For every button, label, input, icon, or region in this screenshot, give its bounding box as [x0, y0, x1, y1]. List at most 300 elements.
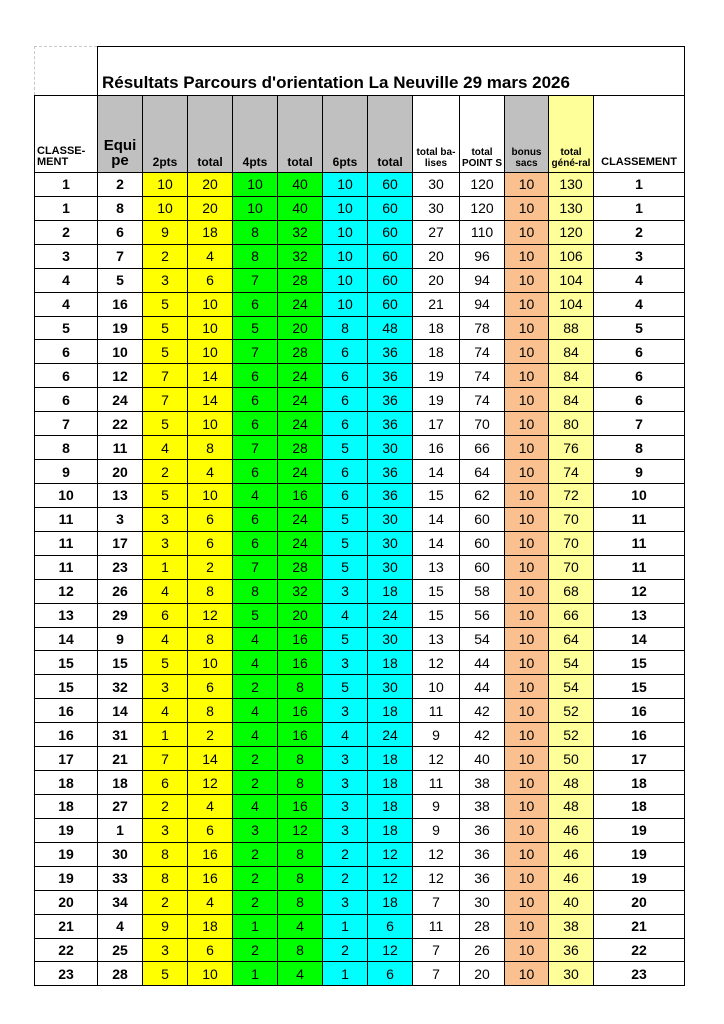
cell-pts4: 7	[233, 340, 278, 364]
cell-bonus-sacs: 10	[505, 316, 549, 340]
cell-pts4: 6	[233, 292, 278, 316]
cell-pts2: 3	[143, 675, 188, 699]
table-row	[35, 340, 685, 364]
cell-total-balises: 17	[413, 412, 460, 436]
cell-pts6: 3	[323, 818, 368, 842]
cell-total-4pts: 24	[278, 292, 323, 316]
cell-total-general: 106	[549, 244, 594, 268]
cell-classement-right: 3	[594, 244, 685, 268]
cell-total-2pts: 10	[188, 412, 233, 436]
cell-equipe: 22	[98, 412, 143, 436]
cell-total-4pts: 8	[278, 842, 323, 866]
cell-bonus-sacs: 10	[505, 794, 549, 818]
cell-classement-right: 6	[594, 340, 685, 364]
cell-total-general: 68	[549, 579, 594, 603]
cell-pts2: 4	[143, 627, 188, 651]
cell-total-general: 30	[549, 962, 594, 986]
cell-equipe: 4	[98, 914, 143, 938]
cell-classement: 22	[35, 938, 98, 962]
cell-bonus-sacs: 10	[505, 364, 549, 388]
cell-total-general: 76	[549, 436, 594, 460]
cell-classement-right: 23	[594, 962, 685, 986]
cell-pts6: 3	[323, 771, 368, 795]
cell-pts2: 6	[143, 771, 188, 795]
cell-total-4pts: 16	[278, 651, 323, 675]
cell-bonus-sacs: 10	[505, 603, 549, 627]
cell-pts2: 9	[143, 914, 188, 938]
cell-pts4: 8	[233, 579, 278, 603]
cell-pts6: 3	[323, 699, 368, 723]
cell-classement-right: 20	[594, 890, 685, 914]
cell-equipe: 12	[98, 364, 143, 388]
cell-total-4pts: 8	[278, 771, 323, 795]
cell-total-4pts: 32	[278, 244, 323, 268]
cell-equipe: 8	[98, 196, 143, 220]
cell-classement: 1	[35, 173, 98, 197]
cell-total-4pts: 16	[278, 699, 323, 723]
table-row	[35, 292, 685, 316]
cell-pts4: 1	[233, 962, 278, 986]
table-row	[35, 244, 685, 268]
cell-classement-right: 6	[594, 364, 685, 388]
cell-total-points: 42	[460, 723, 505, 747]
cell-classement-right: 15	[594, 651, 685, 675]
cell-total-4pts: 24	[278, 412, 323, 436]
cell-pts2: 1	[143, 723, 188, 747]
cell-total-6pts: 36	[368, 412, 413, 436]
cell-total-general: 66	[549, 603, 594, 627]
title-row	[35, 47, 685, 96]
cell-bonus-sacs: 10	[505, 196, 549, 220]
cell-total-balises: 9	[413, 794, 460, 818]
cell-total-4pts: 16	[278, 627, 323, 651]
cell-total-2pts: 20	[188, 196, 233, 220]
cell-classement-right: 11	[594, 531, 685, 555]
cell-pts2: 10	[143, 196, 188, 220]
table-row	[35, 436, 685, 460]
table-row	[35, 460, 685, 484]
cell-classement: 5	[35, 316, 98, 340]
cell-bonus-sacs: 10	[505, 890, 549, 914]
cell-bonus-sacs: 10	[505, 699, 549, 723]
cell-classement-right: 19	[594, 818, 685, 842]
cell-total-4pts: 20	[278, 603, 323, 627]
cell-total-balises: 14	[413, 460, 460, 484]
cell-classement-right: 18	[594, 771, 685, 795]
cell-pts4: 4	[233, 723, 278, 747]
cell-equipe: 19	[98, 316, 143, 340]
cell-equipe: 31	[98, 723, 143, 747]
cell-classement: 20	[35, 890, 98, 914]
header-classement-right: CLASSEMENT	[594, 96, 685, 173]
cell-pts4: 3	[233, 818, 278, 842]
cell-classement: 2	[35, 220, 98, 244]
cell-classement-right: 11	[594, 507, 685, 531]
cell-pts4: 8	[233, 244, 278, 268]
cell-pts4: 5	[233, 316, 278, 340]
cell-total-balises: 12	[413, 651, 460, 675]
cell-total-balises: 30	[413, 196, 460, 220]
cell-total-2pts: 2	[188, 555, 233, 579]
cell-pts2: 4	[143, 436, 188, 460]
cell-total-2pts: 16	[188, 842, 233, 866]
cell-classement: 1	[35, 196, 98, 220]
table-row	[35, 507, 685, 531]
cell-equipe: 18	[98, 771, 143, 795]
cell-total-general: 40	[549, 890, 594, 914]
cell-total-balises: 7	[413, 938, 460, 962]
cell-classement: 13	[35, 603, 98, 627]
cell-total-2pts: 4	[188, 460, 233, 484]
cell-total-points: 110	[460, 220, 505, 244]
cell-total-4pts: 8	[278, 890, 323, 914]
cell-bonus-sacs: 10	[505, 723, 549, 747]
cell-classement-right: 9	[594, 460, 685, 484]
table-row	[35, 890, 685, 914]
cell-total-points: 42	[460, 699, 505, 723]
cell-total-general: 84	[549, 340, 594, 364]
cell-classement: 23	[35, 962, 98, 986]
cell-classement-right: 17	[594, 747, 685, 771]
cell-total-general: 52	[549, 723, 594, 747]
cell-equipe: 29	[98, 603, 143, 627]
header-total-4pts: total	[278, 96, 323, 173]
cell-total-4pts: 28	[278, 555, 323, 579]
cell-total-6pts: 60	[368, 292, 413, 316]
cell-total-6pts: 30	[368, 627, 413, 651]
cell-pts2: 3	[143, 818, 188, 842]
cell-equipe: 1	[98, 818, 143, 842]
table-row	[35, 747, 685, 771]
cell-total-6pts: 6	[368, 914, 413, 938]
cell-total-general: 64	[549, 627, 594, 651]
cell-total-4pts: 32	[278, 220, 323, 244]
cell-equipe: 30	[98, 842, 143, 866]
cell-classement: 19	[35, 818, 98, 842]
cell-total-6pts: 18	[368, 771, 413, 795]
cell-total-4pts: 4	[278, 914, 323, 938]
cell-equipe: 27	[98, 794, 143, 818]
cell-total-balises: 13	[413, 627, 460, 651]
cell-classement: 10	[35, 483, 98, 507]
cell-total-points: 66	[460, 436, 505, 460]
table-row	[35, 196, 685, 220]
cell-pts4: 6	[233, 364, 278, 388]
cell-pts2: 4	[143, 699, 188, 723]
cell-total-6pts: 18	[368, 890, 413, 914]
cell-classement: 7	[35, 412, 98, 436]
table-row	[35, 531, 685, 555]
header-row	[35, 96, 685, 173]
cell-total-general: 104	[549, 268, 594, 292]
cell-total-6pts: 12	[368, 866, 413, 890]
cell-pts6: 3	[323, 794, 368, 818]
cell-classement-right: 19	[594, 842, 685, 866]
cell-total-general: 70	[549, 555, 594, 579]
cell-equipe: 3	[98, 507, 143, 531]
table-row	[35, 794, 685, 818]
cell-classement-right: 4	[594, 268, 685, 292]
cell-total-balises: 10	[413, 675, 460, 699]
cell-classement-right: 21	[594, 914, 685, 938]
cell-pts4: 4	[233, 483, 278, 507]
cell-total-general: 46	[549, 818, 594, 842]
cell-total-6pts: 60	[368, 244, 413, 268]
cell-pts2: 7	[143, 388, 188, 412]
cell-total-2pts: 4	[188, 890, 233, 914]
cell-total-4pts: 8	[278, 938, 323, 962]
cell-pts2: 2	[143, 460, 188, 484]
cell-pts4: 2	[233, 938, 278, 962]
cell-pts6: 3	[323, 747, 368, 771]
cell-bonus-sacs: 10	[505, 483, 549, 507]
cell-pts6: 4	[323, 723, 368, 747]
cell-total-points: 74	[460, 388, 505, 412]
cell-pts6: 10	[323, 196, 368, 220]
cell-total-balises: 27	[413, 220, 460, 244]
cell-total-general: 80	[549, 412, 594, 436]
header-2pts: 2pts	[143, 96, 188, 173]
cell-total-general: 70	[549, 531, 594, 555]
header-6pts: 6pts	[323, 96, 368, 173]
cell-total-2pts: 14	[188, 364, 233, 388]
cell-total-4pts: 8	[278, 747, 323, 771]
cell-equipe: 10	[98, 340, 143, 364]
cell-equipe: 2	[98, 173, 143, 197]
cell-total-balises: 18	[413, 316, 460, 340]
cell-bonus-sacs: 10	[505, 531, 549, 555]
cell-pts4: 4	[233, 794, 278, 818]
cell-classement-right: 8	[594, 436, 685, 460]
cell-total-points: 36	[460, 866, 505, 890]
cell-pts4: 2	[233, 771, 278, 795]
cell-total-4pts: 16	[278, 723, 323, 747]
cell-pts6: 10	[323, 268, 368, 292]
cell-pts2: 7	[143, 747, 188, 771]
header-classement: CLASSE-MENT	[35, 96, 98, 173]
cell-equipe: 16	[98, 292, 143, 316]
cell-total-points: 62	[460, 483, 505, 507]
cell-equipe: 15	[98, 651, 143, 675]
table-row	[35, 316, 685, 340]
cell-total-general: 50	[549, 747, 594, 771]
cell-total-4pts: 28	[278, 340, 323, 364]
cell-classement-right: 1	[594, 196, 685, 220]
cell-total-balises: 21	[413, 292, 460, 316]
cell-total-4pts: 24	[278, 388, 323, 412]
cell-total-points: 26	[460, 938, 505, 962]
cell-bonus-sacs: 10	[505, 938, 549, 962]
cell-total-balises: 12	[413, 866, 460, 890]
cell-total-general: 120	[549, 220, 594, 244]
cell-pts4: 6	[233, 412, 278, 436]
cell-total-6pts: 30	[368, 436, 413, 460]
table-row	[35, 603, 685, 627]
cell-total-6pts: 36	[368, 483, 413, 507]
cell-pts2: 4	[143, 579, 188, 603]
table-row	[35, 675, 685, 699]
cell-total-points: 74	[460, 340, 505, 364]
cell-total-balises: 11	[413, 914, 460, 938]
cell-pts6: 6	[323, 483, 368, 507]
sheet-title: Résultats Parcours d'orientation La Neuville 29 mars 2026	[98, 47, 685, 96]
cell-bonus-sacs: 10	[505, 388, 549, 412]
cell-total-6pts: 24	[368, 723, 413, 747]
cell-pts2: 5	[143, 651, 188, 675]
cell-classement-right: 15	[594, 675, 685, 699]
cell-bonus-sacs: 10	[505, 244, 549, 268]
cell-bonus-sacs: 10	[505, 651, 549, 675]
cell-total-2pts: 12	[188, 771, 233, 795]
cell-pts6: 6	[323, 460, 368, 484]
cell-classement: 3	[35, 244, 98, 268]
cell-pts6: 2	[323, 842, 368, 866]
table-row	[35, 938, 685, 962]
cell-pts6: 10	[323, 292, 368, 316]
cell-total-general: 130	[549, 196, 594, 220]
cell-total-points: 40	[460, 747, 505, 771]
cell-total-balises: 13	[413, 555, 460, 579]
cell-equipe: 17	[98, 531, 143, 555]
cell-pts6: 1	[323, 914, 368, 938]
cell-classement: 6	[35, 364, 98, 388]
cell-pts6: 6	[323, 388, 368, 412]
cell-pts6: 5	[323, 436, 368, 460]
cell-classement: 18	[35, 771, 98, 795]
cell-pts6: 10	[323, 244, 368, 268]
cell-total-4pts: 40	[278, 196, 323, 220]
cell-total-6pts: 60	[368, 220, 413, 244]
cell-total-balises: 11	[413, 699, 460, 723]
cell-pts2: 2	[143, 890, 188, 914]
cell-total-points: 56	[460, 603, 505, 627]
cell-total-6pts: 30	[368, 507, 413, 531]
cell-bonus-sacs: 10	[505, 436, 549, 460]
cell-total-general: 46	[549, 866, 594, 890]
cell-equipe: 21	[98, 747, 143, 771]
cell-classement: 15	[35, 651, 98, 675]
cell-total-points: 120	[460, 173, 505, 197]
cell-total-points: 44	[460, 675, 505, 699]
cell-total-2pts: 6	[188, 531, 233, 555]
cell-pts6: 2	[323, 938, 368, 962]
cell-total-4pts: 40	[278, 173, 323, 197]
cell-total-points: 120	[460, 196, 505, 220]
cell-total-6pts: 18	[368, 794, 413, 818]
cell-total-points: 94	[460, 292, 505, 316]
cell-total-4pts: 32	[278, 579, 323, 603]
cell-pts4: 4	[233, 627, 278, 651]
table-row	[35, 483, 685, 507]
cell-total-balises: 15	[413, 603, 460, 627]
cell-pts2: 7	[143, 364, 188, 388]
cell-equipe: 14	[98, 699, 143, 723]
cell-total-2pts: 10	[188, 651, 233, 675]
empty-corner-cell	[35, 47, 98, 96]
cell-total-balises: 11	[413, 771, 460, 795]
cell-total-points: 28	[460, 914, 505, 938]
cell-total-2pts: 10	[188, 483, 233, 507]
cell-total-6pts: 36	[368, 340, 413, 364]
cell-total-balises: 18	[413, 340, 460, 364]
cell-classement-right: 13	[594, 603, 685, 627]
cell-classement-right: 7	[594, 412, 685, 436]
table-row	[35, 412, 685, 436]
cell-total-2pts: 10	[188, 292, 233, 316]
cell-total-4pts: 4	[278, 962, 323, 986]
cell-classement: 15	[35, 675, 98, 699]
cell-total-general: 48	[549, 771, 594, 795]
cell-pts2: 5	[143, 340, 188, 364]
cell-total-4pts: 28	[278, 436, 323, 460]
cell-equipe: 23	[98, 555, 143, 579]
table-row	[35, 651, 685, 675]
cell-pts6: 6	[323, 412, 368, 436]
cell-pts4: 6	[233, 388, 278, 412]
cell-pts6: 8	[323, 316, 368, 340]
cell-total-4pts: 28	[278, 268, 323, 292]
cell-pts4: 2	[233, 890, 278, 914]
header-total-general: total géné-ral	[549, 96, 594, 173]
cell-equipe: 33	[98, 866, 143, 890]
cell-total-2pts: 4	[188, 794, 233, 818]
cell-pts4: 4	[233, 651, 278, 675]
cell-total-points: 60	[460, 507, 505, 531]
cell-pts2: 2	[143, 794, 188, 818]
table-row	[35, 220, 685, 244]
cell-pts6: 2	[323, 866, 368, 890]
cell-classement: 19	[35, 842, 98, 866]
cell-classement: 6	[35, 340, 98, 364]
cell-total-balises: 9	[413, 723, 460, 747]
cell-total-points: 38	[460, 771, 505, 795]
cell-total-2pts: 6	[188, 507, 233, 531]
cell-total-general: 52	[549, 699, 594, 723]
cell-total-2pts: 2	[188, 723, 233, 747]
cell-pts2: 5	[143, 292, 188, 316]
cell-bonus-sacs: 10	[505, 818, 549, 842]
cell-bonus-sacs: 10	[505, 507, 549, 531]
cell-total-balises: 15	[413, 483, 460, 507]
cell-classement-right: 14	[594, 627, 685, 651]
results-body	[35, 173, 685, 986]
cell-total-general: 88	[549, 316, 594, 340]
cell-classement: 4	[35, 268, 98, 292]
cell-total-2pts: 8	[188, 436, 233, 460]
cell-total-points: 36	[460, 842, 505, 866]
cell-total-4pts: 8	[278, 675, 323, 699]
cell-classement: 11	[35, 507, 98, 531]
table-row	[35, 173, 685, 197]
cell-total-2pts: 6	[188, 938, 233, 962]
cell-total-general: 74	[549, 460, 594, 484]
cell-bonus-sacs: 10	[505, 914, 549, 938]
cell-total-points: 38	[460, 794, 505, 818]
cell-total-6pts: 18	[368, 579, 413, 603]
cell-total-balises: 12	[413, 842, 460, 866]
cell-bonus-sacs: 10	[505, 579, 549, 603]
cell-total-6pts: 30	[368, 531, 413, 555]
cell-pts4: 7	[233, 555, 278, 579]
cell-total-balises: 19	[413, 364, 460, 388]
cell-total-6pts: 60	[368, 196, 413, 220]
cell-classement-right: 18	[594, 794, 685, 818]
cell-classement-right: 10	[594, 483, 685, 507]
cell-total-2pts: 6	[188, 268, 233, 292]
cell-total-points: 64	[460, 460, 505, 484]
table-row	[35, 388, 685, 412]
cell-total-2pts: 12	[188, 603, 233, 627]
